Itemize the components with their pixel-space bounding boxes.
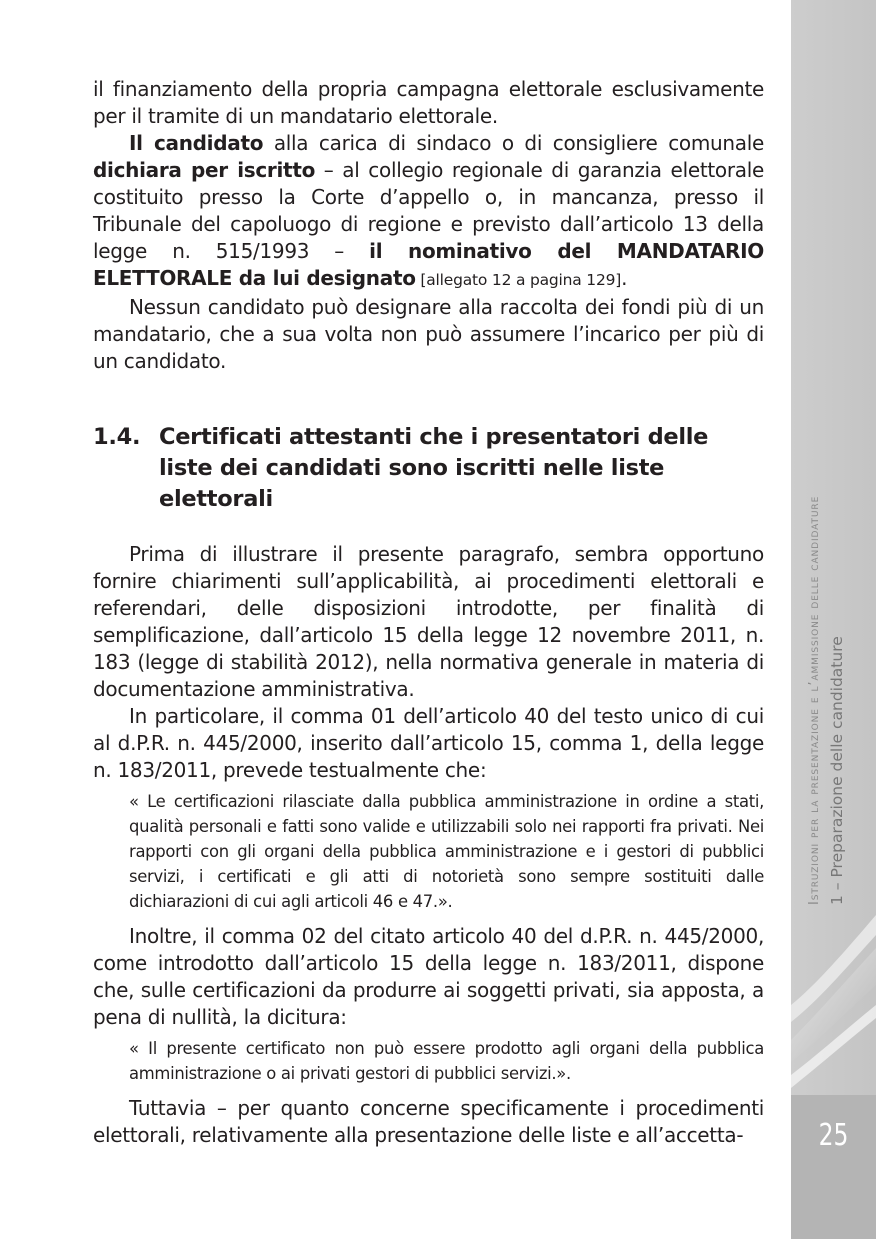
paragraph-financing: il finanziamento della propria campagna elettorale esclusivamente per il tramite di un mandatario elettorale. [93, 77, 764, 128]
running-head: Istruzioni per la presentazione e l’ammissione delle candidature [807, 495, 822, 905]
candidate-text-1: alla carica di sindaco o di consigliere comunale [263, 131, 764, 155]
page-number: 25 [818, 1118, 849, 1153]
paragraph-particolare: In particolare, il comma 01 dell’articolo 40 del testo unico di cui al d.P.R. n. 445/2000, inserito dall’articolo 15, comma 1, della legge n. 183/2011, prevede testualmente che: [93, 704, 764, 782]
quote-certificazioni: « Le certificazioni rilasciate dalla pubblica amministrazione in ordine a stati, qualità personali e fatti sono valide e utilizzabili solo nei rapporti fra privati. Nei rapporti con gli organi della pubblica amministrazione e i gestori di pubblici servizi, i certificati e gli atti di notorietà sono sempre sostituiti dalle dichiarazioni di cui agli articoli 46 e 47.». [129, 792, 764, 911]
bold-nominativo: il nominativo del MANDATARIO ELETTORALE da lui designato [93, 239, 764, 290]
bold-candidato: Il candidato [129, 131, 264, 155]
chapter-title: 1 – Preparazione delle candidature [828, 636, 846, 905]
paragraph-candidate [93, 130, 764, 294]
candidate-text-2: – al collegio regionale di garanzia elettorale costituito presso la Corte d’appello o, in mancanza, presso il Tribunale del capoluogo di regione e previsto dall’articolo 13 della legge n. 515/1993 – [93, 158, 764, 263]
paragraph-prima: Prima di illustrare il presente paragrafo, sembra opportuno fornire chiarimenti sull’applicabilità, ai procedimenti elettorali e referendari, delle disposizioni introdotte, per finalità di semplificazione, dall’articolo 15 della legge 12 novembre 2011, n. 183 (legge di stabilità 2012), nella normativa generale in materia di documentazione amministrativa. [93, 542, 764, 701]
sidebar-swoosh-decoration [791, 0, 876, 1239]
bold-dichiara: dichiara per iscritto [93, 158, 316, 182]
body-text [93, 76, 764, 1149]
page-sidebar [791, 0, 876, 1239]
paragraph-inoltre: Inoltre, il comma 02 del citato articolo 40 del d.P.R. n. 445/2000, come introdotto dall’articolo 15 della legge n. 183/2011, dispone che, sulle certificazioni da produrre ai soggetti privati, sia apposta, a pena di nullità, la dicitura: [93, 924, 764, 1029]
paragraph-nessun-candidato: Nessun candidato può designare alla raccolta dei fondi più di un mandatario, che a sua volta non può assumere l’incarico per più di un candidato. [93, 295, 764, 373]
candidate-end: . [621, 266, 628, 290]
paragraph-tuttavia: Tuttavia – per quanto concerne specificamente i procedimenti elettorali, relativamente alla presentazione delle liste e all’accetta- [93, 1096, 764, 1147]
attachment-reference: [allegato 12 a pagina 129] [415, 271, 622, 289]
quote-presente-certificato: « Il presente certificato non può essere prodotto agli organi della pubblica amministrazione o ai privati gestori di pubblici servizi.». [129, 1039, 764, 1083]
section-number: 1.4. [93, 424, 141, 450]
section-title: Certificati attestanti che i presentatori delle liste dei candidati sono iscritti nelle liste elettorali [159, 424, 709, 512]
section-heading [93, 422, 764, 515]
